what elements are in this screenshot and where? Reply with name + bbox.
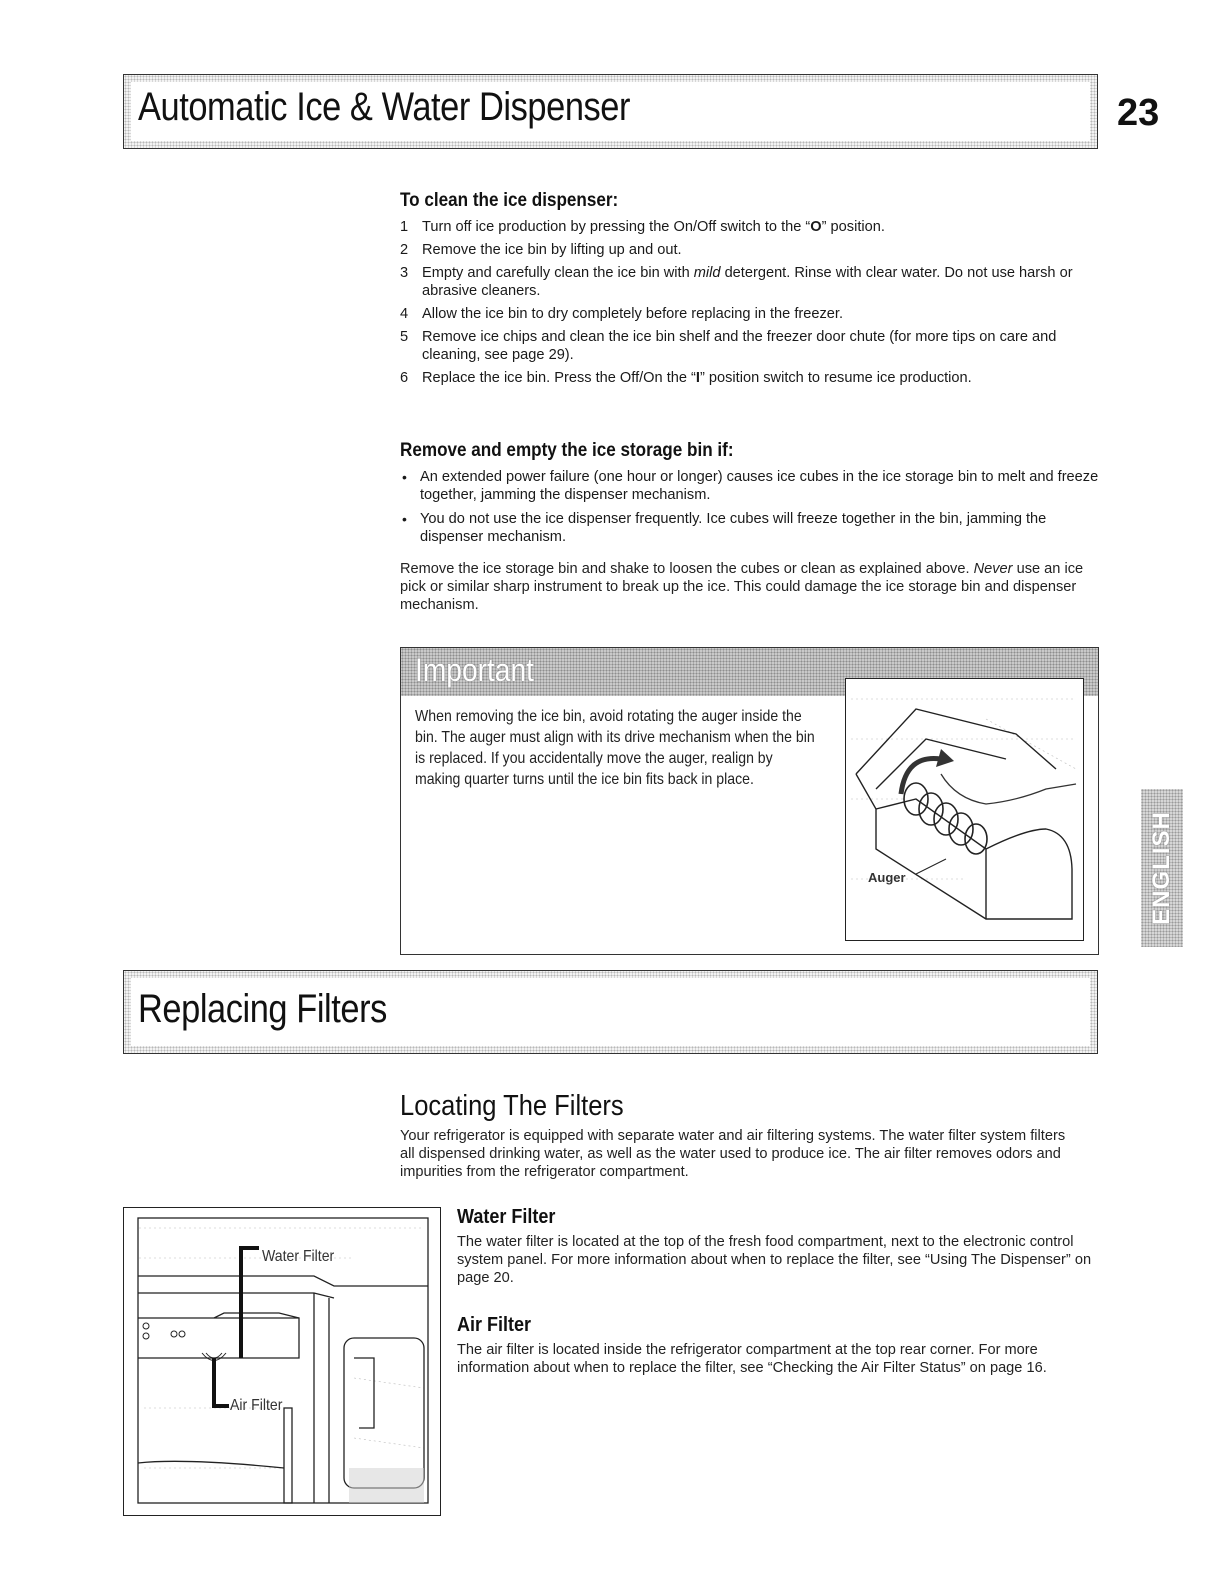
important-text: When removing the ice bin, avoid rotating the auger inside the bin. The auger must align with its drive mechanism when the bin is replaced. If you accidentally move the auger, realign by making quarter turns until the ice bin fits back in place. [415, 708, 815, 788]
air-filter-label: Air Filter [230, 1397, 283, 1414]
list-item [400, 369, 1100, 387]
list-item [400, 305, 1100, 323]
step-number: 3 [400, 265, 409, 281]
step-number: 6 [400, 370, 409, 386]
header-border-left [124, 75, 131, 148]
air-filter-heading: Air Filter [457, 1314, 532, 1336]
air-filter-text: The air filter is located inside the refrigerator compartment at the top rear corner. For more information about when to replace the filter, see “Checking the Air Filter Status” on page 16. [457, 1342, 1047, 1376]
section-title-filters: Replacing Filters [138, 987, 387, 1031]
step-emphasis: I [695, 370, 700, 386]
step-emphasis: mild [693, 265, 721, 281]
auger-illustration [845, 678, 1084, 941]
important-title: Important [415, 652, 534, 688]
header-border-right [1090, 971, 1097, 1053]
language-tab-label: ENGLISH [1148, 811, 1175, 925]
auger-label: Auger [868, 870, 906, 885]
list-item: • An extended power failure (one hour or longer) causes ice cubes in the ice storage bin to melt and freeze together, jamming the dispenser mechanism. [400, 468, 1100, 504]
empty-bin-heading: Remove and empty the ice storage bin if: [400, 440, 734, 461]
section-header-dispenser [123, 74, 1098, 149]
clean-steps-list [400, 218, 1100, 387]
step-number: 4 [400, 306, 409, 322]
empty-bin-paragraph [400, 560, 1100, 614]
water-filter-label: Water Filter [262, 1248, 335, 1265]
header-border-top [124, 75, 1097, 82]
step-text: ” position switch to resume ice production. [699, 370, 972, 386]
step-number: 2 [400, 242, 409, 258]
empty-bin-section [400, 440, 1100, 614]
page-number: 23 [1117, 92, 1160, 134]
list-item [400, 218, 1100, 236]
step-text: Remove the ice bin by lifting up and out. [422, 242, 682, 258]
locating-filters-text: Your refrigerator is equipped with separate water and air filtering systems. The water filter system filters all dispensed drinking water, as well as the water used to produce ice. The air filter removes odors and impurities from the refrigerator compartment. [400, 1128, 1066, 1180]
header-border-top [124, 971, 1097, 978]
locating-filters-heading: Locating The Filters [400, 1090, 624, 1122]
step-text: Remove ice chips and clean the ice bin shelf and the freezer door chute (for more tips on care and cleaning, see page 29). [422, 329, 1057, 363]
section-title-dispenser: Automatic Ice & Water Dispenser [138, 85, 631, 129]
water-filter-heading: Water Filter [457, 1206, 556, 1228]
header-border-right [1090, 75, 1097, 148]
paragraph-text: Remove the ice storage bin and shake to loosen the cubes or clean as explained above. [400, 561, 974, 577]
step-text: Empty and carefully clean the ice bin with [422, 265, 694, 281]
air-filter-section [457, 1314, 1107, 1377]
filters-illustration [123, 1207, 441, 1516]
list-item [400, 264, 1100, 300]
clean-dispenser-heading: To clean the ice dispenser: [400, 190, 619, 211]
language-tab[interactable] [1141, 789, 1183, 947]
paragraph-emphasis: Never [973, 561, 1013, 577]
step-text: ” position. [821, 219, 885, 235]
list-item [400, 241, 1100, 259]
empty-bin-list [400, 468, 1100, 546]
step-text: detergent. Rinse with clear water. Do not use harsh or abrasive cleaners. [422, 265, 1073, 299]
step-emphasis: O [810, 219, 822, 235]
clean-dispenser-section [400, 190, 1100, 392]
step-text: Allow the ice bin to dry completely before replacing in the freezer. [422, 306, 844, 322]
header-border-bottom [124, 141, 1097, 148]
step-text: Turn off ice production by pressing the On/Off switch to the “ [422, 219, 811, 235]
list-item [400, 328, 1100, 364]
header-border-left [124, 971, 131, 1053]
water-filter-section [457, 1206, 1097, 1287]
step-text: Replace the ice bin. Press the Off/On the “ [422, 370, 696, 386]
water-filter-text: The water filter is located at the top of the fresh food compartment, next to the electronic control system panel. For more information about when to replace the filter, see “Using The Dispenser” on page 20. [457, 1234, 1092, 1286]
step-number: 5 [400, 329, 409, 345]
header-border-bottom [124, 1046, 1097, 1053]
locating-filters-section [400, 1090, 1100, 1181]
paragraph-text: use an ice pick or similar sharp instrument to break up the ice. This could damage the ice storage bin and dispenser mechanism. [400, 561, 1084, 613]
step-number: 1 [400, 219, 409, 235]
auger-drawing [846, 679, 1082, 939]
list-item: • You do not use the ice dispenser frequently. Ice cubes will freeze together in the bin, jamming the dispenser mechanism. [400, 510, 1100, 546]
section-header-filters [123, 970, 1098, 1054]
